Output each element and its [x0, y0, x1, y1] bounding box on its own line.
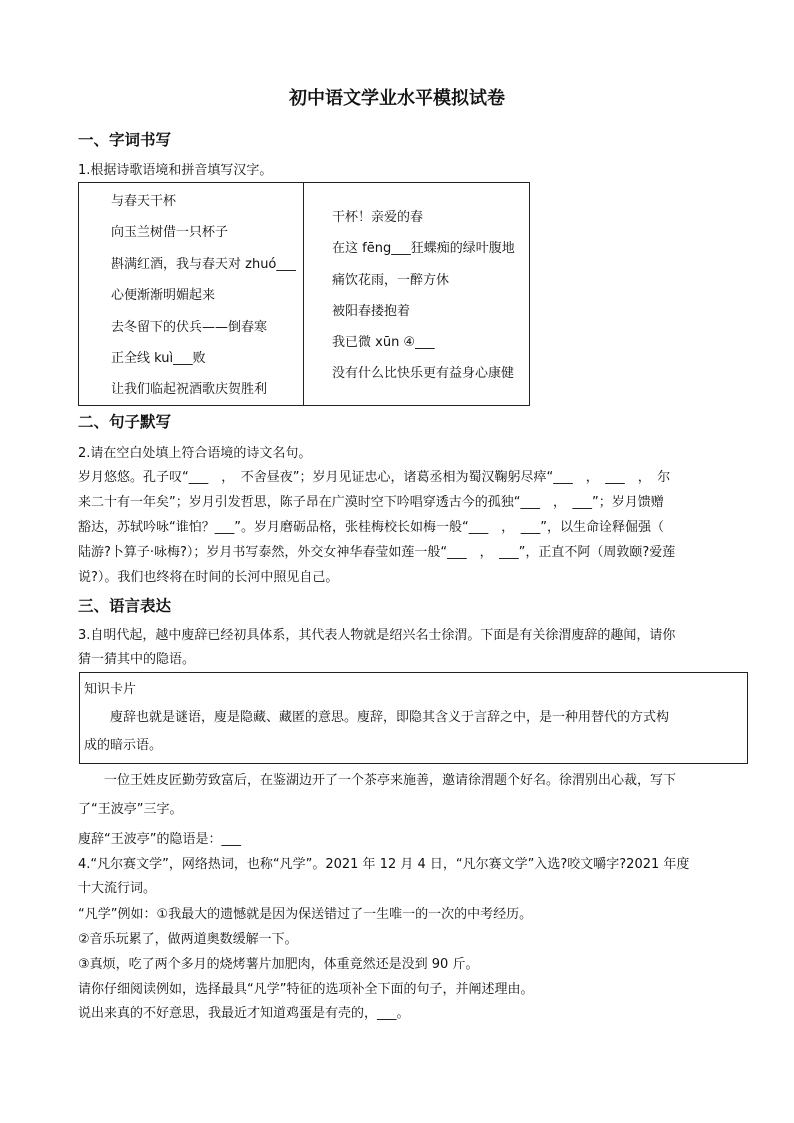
poem-right-line: 干杯！亲爱的春 — [332, 210, 424, 225]
knowledge-card-title: 知识卡片 — [84, 682, 137, 697]
knowledge-card-text: 廋辞也就是谜语，廋是隐藏、藏匿的意思。廋辞，即隐其含义于言辞之中，是一种用替代的方式构 — [84, 710, 670, 725]
poem-left-line: 让我们临起祝酒歌庆贺胜利 — [111, 382, 268, 397]
knowledge-card-text: 成的暗示语。 — [84, 738, 163, 753]
page-title: 初中语文学业水平模拟试卷 — [289, 88, 505, 109]
poem-left-line: 正全线 kuì___败 — [111, 351, 206, 366]
poem-left-line: 心便渐渐明媚起来 — [111, 288, 216, 303]
question-3-prompt-line: 3.自明代起，越中廋辞已经初具体系，其代表人物就是绍兴名士徐渭。下面是有关徐渭廋辞的趣闻，请你 — [78, 628, 676, 643]
story-text: 了“王波亭”三字。 — [78, 802, 183, 817]
question-4-line: 说出来真的不好意思，我最近才知道鸡蛋是有壳的，___。 — [78, 1006, 410, 1021]
question-2-prompt: 2.请在空白处填上符合语境的诗文名句。 — [78, 446, 312, 461]
poem-left-line: 去冬留下的伏兵——倒春寒 — [111, 320, 268, 335]
question-2-line: 来二十有一年矣”；岁月引发哲思，陈子昂在广漠时空下吟唱穿透古今的孤独“___ ， ___”；岁月馈赠 — [78, 495, 664, 510]
question-4-line: “凡学”例如：①我最大的遗憾就是因为保送错过了一生唯一的一次的中考经历。 — [78, 907, 533, 922]
question-1-prompt: 1.根据诗歌语境和拼音填写汉字。 — [78, 163, 273, 178]
poem-right-line: 我已微 xūn ④___ — [332, 335, 435, 350]
poem-left-line: 向玉兰树借一只杯子 — [111, 225, 229, 240]
section-heading-2: 二、句子默写 — [78, 413, 172, 431]
question-2-line: 说?）。我们也终将在时间的长河中照见自己。 — [78, 570, 339, 585]
question-3-prompt-line: 猜一猜其中的隐语。 — [78, 652, 196, 667]
poem-right-line: 痛饮花雨，一醉方休 — [332, 273, 450, 288]
story-text: 一位王姓皮匠勤劳致富后，在鉴湖边开了一个茶亭来施善，邀请徐渭题个好名。徐渭别出心裁，写下 — [78, 773, 677, 788]
knowledge-card — [79, 672, 748, 764]
question-4-line: ②音乐玩累了，做两道奥数缓解一下。 — [78, 932, 298, 947]
question-2-line: 岁月悠悠。孔子叹“___ ， 不舍昼夜”；岁月见证忠心，诸葛丞相为蜀汉鞠躬尽瘁“___ ， ___ ， 尔 — [78, 470, 671, 485]
poem-right-line: 在这 fēng___狂蝶痴的绿叶腹地 — [332, 241, 515, 256]
poem-left-line: 斟满红酒，我与春天对 zhuó___ — [111, 257, 296, 272]
section-heading-1: 一、字词书写 — [78, 131, 172, 149]
question-2-line: 陆游?卜算子·咏梅?）；岁月书写泰然，外交女神华春莹如莲一般“___ ， ___”，正直不阿（周敦颐?爱莲 — [78, 545, 676, 560]
poem-left-line: 与春天干杯 — [111, 194, 177, 209]
question-3-blank: 廋辞“王波亭”的隐语是：___ — [78, 832, 241, 847]
question-2-line: 豁达，苏轼吟咏“谁怕？___”。岁月磨砺品格，张桂梅校长如梅一般“___ ， ___”，以生命诠释倔强（ — [78, 520, 664, 535]
poem-table-divider — [303, 183, 304, 405]
question-4-line: 十大流行词。 — [78, 881, 157, 896]
poem-table — [78, 182, 530, 406]
poem-right-line: 没有什么比快乐更有益身心康健 — [332, 366, 515, 381]
section-heading-3: 三、语言表达 — [78, 597, 172, 615]
question-4-line: 4.“凡尔赛文学”，网络热词，也称“凡学”。2021 年 12 月 4 日，“凡尔赛文学”入选?咬文嚼字?2021 年度 — [78, 857, 690, 872]
question-4-line: ③真烦，吃了两个多月的烧烤薯片加肥肉，体重竟然还是没到 90 斤。 — [78, 957, 479, 972]
poem-right-line: 被阳春搂抱着 — [332, 304, 411, 319]
question-4-line: 请你仔细阅读例如，选择最具“凡学”特征的选项补全下面的句子，并阐述理由。 — [78, 982, 534, 997]
